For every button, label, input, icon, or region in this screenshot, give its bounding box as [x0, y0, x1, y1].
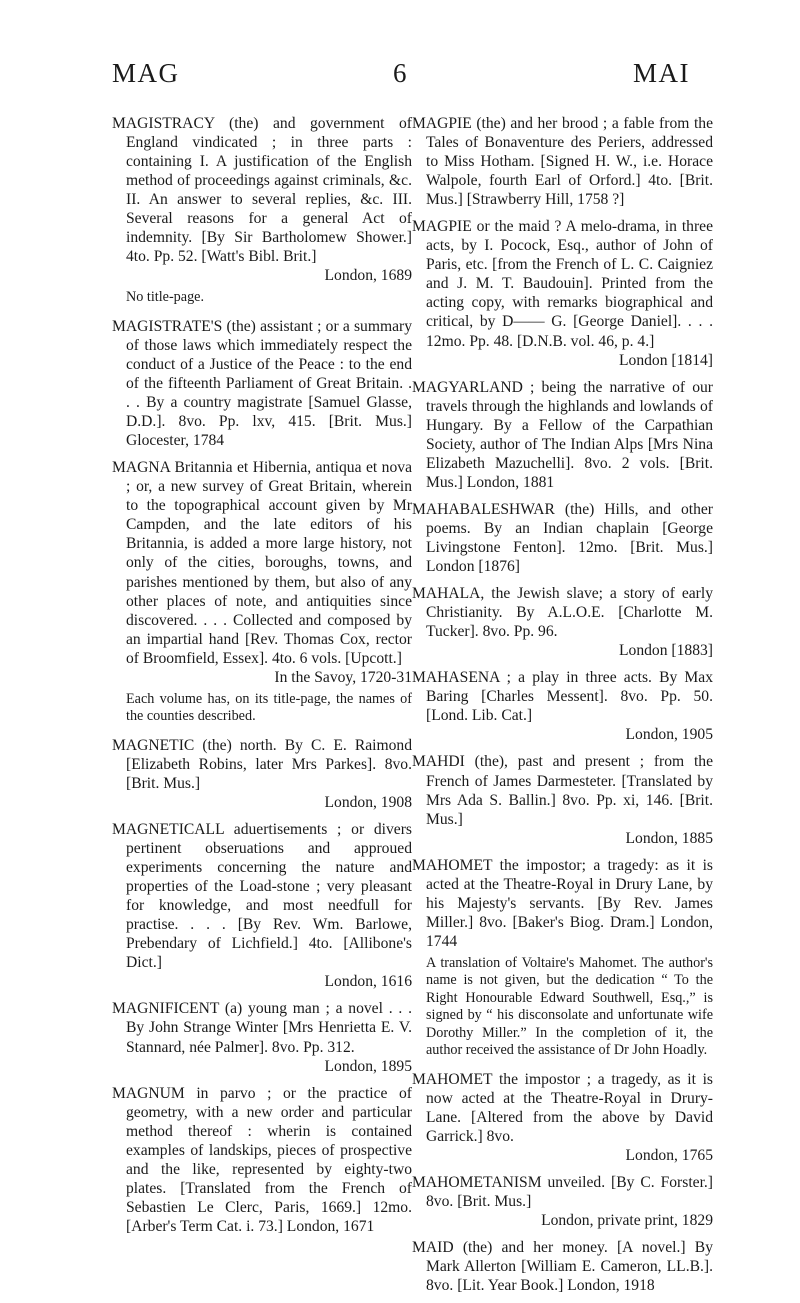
running-header [0, 58, 800, 98]
entry-magna-britannia: MAGNA Britannia et Hibernia, antiqua et nova ; or, a new survey of Great Britain, wherein to the topographical account given by Mr Campden, and the late editors of his Britannia, is added a more large history, not only of the cities, boroughs, towns, and parishes mentioned by them, but also of any other places of note, and antiquities since discovered. . . . Collected and composed by an impartial hand [Rev. Thomas Cox, rector of Broomfield, Essex]. 4to. 6 vols. [Upcott.] In the Savoy, 1720-31 [112, 459, 412, 686]
entry-magpie-maid: MAGPIE or the maid ? A melo-drama, in three acts, by I. Pocock, Esq., author of John of Paris, etc. [from the French of L. C. Caigniez and J. M. T. Baudouin]. Printed from the acting copy, with remarks biographical and critical, by D—— G. [George Daniel]. . . . 12mo. Pp. 48. [D.N.B. vol. 46, p. 4.] London [1814] [412, 218, 713, 369]
entry-mahomet-1765: MAHOMET the impostor ; a tragedy, as it is now acted at the Theatre-Royal in Drury-Lane. [Altered from the above by David Garrick.] 8vo. London, 1765 [412, 1070, 713, 1165]
header-left-catchword: MAG [112, 58, 180, 88]
entry-mahdi: MAHDI (the), past and present ; from the French of James Darmesteter. [Translated by Mrs Ada S. Ballin.] 8vo. Pp. xi, 146. [Brit. Mus.] London, 1885 [412, 753, 713, 847]
entry-magistracy: MAGISTRACY (the) and government of England vindicated ; in three parts : containing I. A justification of the English method of proceedings against criminals, &c. II. An answer to several replies, &c. III. Several reasons for a general Act of indemnity. [By Sir Bartholomew Shower.] 4to. Pp. 52. [Watt's Bibl. Brit.] London, 1689 [112, 115, 412, 285]
entry-magnificent: MAGNIFICENT (a) young man ; a novel . . . By John Strange Winter [Mrs Henrietta E. V. Stannard, née Palmer]. 8vo. Pp. 312. London, 1895 [112, 1000, 412, 1075]
header-right-catchword: MAI [633, 58, 690, 88]
entry-mahabaleshwar: MAHABALESHWAR (the) Hills, and other poems. By an Indian chaplain [George Livingstone Fenton]. 12mo. [Brit. Mus.] London [1876] [412, 500, 713, 576]
entry-note: Each volume has, on its title-page, the names of the counties described. [126, 690, 412, 725]
entry-magpie-brood: MAGPIE (the) and her brood ; a fable from the Tales of Bonaventure des Periers, addressed to Miss Hotham. [Signed H. W., i.e. Horace Walpole, fourth Earl of Orford.] 4to. [Brit. Mus.] [Strawberry Hill, 1758 ?] [412, 115, 713, 209]
entry-magneticall: MAGNETICALL aduertisements ; or divers pertinent obseruations and approued experiments concerning the nature and properties of the Load-stone ; very pleasant for knowledge, and most needfull for practise. . . . [By Rev. Wm. Barlowe, Prebendary of Lichfield.] 4to. [Allibone's Dict.] London, 1616 [112, 821, 412, 991]
entry-note: No title-page. [126, 289, 205, 306]
entry-magnetic-north: MAGNETIC (the) north. By C. E. Raimond [Elizabeth Robins, later Mrs Parkes]. 8vo. [Brit. Mus.] London, 1908 [112, 736, 412, 811]
entry-maid-and-her-money: MAID (the) and her money. [A novel.] By Mark Allerton [William E. Cameron, LL.B.]. 8vo. [Lit. Year Book.] London, 1918 [412, 1239, 713, 1295]
entry-mahasena: MAHASENA ; a play in three acts. By Max Baring [Charles Messent]. 8vo. Pp. 50. [Lond. Lib. Cat.] London, 1905 [412, 669, 713, 744]
page-number: 6 [393, 58, 408, 88]
entry-mahometanism: MAHOMETANISM unveiled. [By C. Forster.] 8vo. [Brit. Mus.] London, private print, 1829 [412, 1174, 713, 1230]
entry-mahala: MAHALA, the Jewish slave; a story of early Christianity. By A.L.O.E. [Charlotte M. Tucker]. 8vo. Pp. 96. London [1883] [412, 585, 713, 660]
entry-magistrates-assistant: MAGISTRATE'S (the) assistant ; or a summary of those laws which immediately respect the conduct of a Justice of the Peace : to the end of the fifteenth Parliament of Great Britain. . . . By a country magistrate [Samuel Glasse, D.D.]. 8vo. Pp. lxv, 415. [Brit. Mus.] Glocester, 1784 [112, 317, 412, 450]
left-column [112, 114, 412, 1244]
right-column [412, 114, 713, 1303]
entry-mahomet-1744: MAHOMET the impostor; a tragedy: as it is acted at the Theatre-Royal in Drury Lane, by his Majesty's servants. [By Rev. James Miller.] 8vo. [Baker's Biog. Dram.] London, 1744 [412, 856, 713, 950]
entry-magyarland: MAGYARLAND ; being the narrative of our travels through the highlands and lowlands of Hungary. By a Fellow of the Carpathian Society, author of The Indian Alps [Mrs Nina Elizabeth Mazuchelli]. 8vo. 2 vols. [Brit. Mus.] London, 1881 [412, 378, 713, 491]
entry-note: A translation of Voltaire's Mahomet. The author's name is not given, but the dedication “ To the Right Honourable Edward Southwell, Esq.,” is signed by “ his disconsolate and unfortunate wife Dorothy Miller.” In the completion of it, the author received the assistance of Dr John Hoadly. [426, 954, 713, 1059]
entry-magnum-in-parvo: MAGNUM in parvo ; or the practice of geometry, with a new order and particular method thereof : wherin is contained examples of landskips, pieces of prospective and the like, represented by eighty-two plates. [Translated from the French of Sebastien Le Clerc, Paris, 1669.] 12mo. [Arber's Term Cat. i. 73.] London, 1671 [112, 1084, 412, 1235]
